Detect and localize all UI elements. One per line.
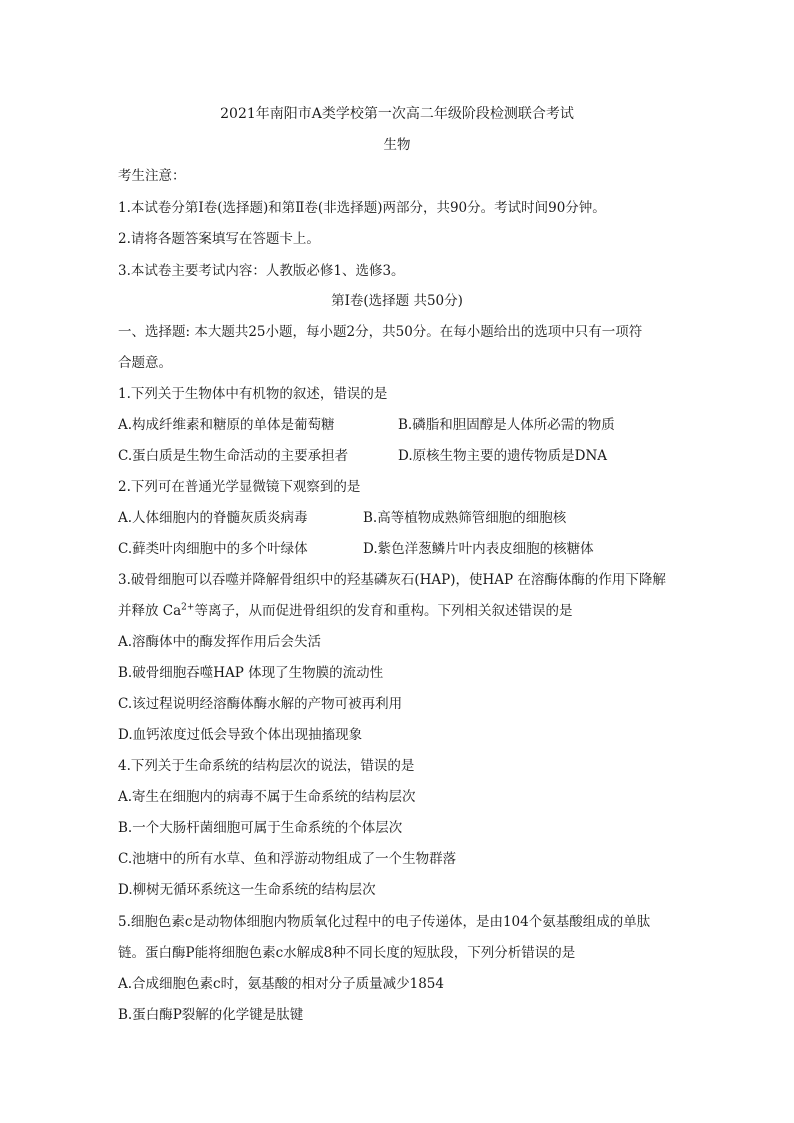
question-4-option-a: A.寄生在细胞内的病毒不属于生命系统的结构层次 [118,789,416,805]
question-4-option-d: D.柳树无循环系统这一生命系统的结构层次 [118,882,376,898]
section-instruction-line2: 合题意。 [118,355,172,371]
question-3-stem-line2: 并释放 $Ca^{2+}$等离子，从而促进骨组织的发育和重构。下列相关叙述错误的是 [118,602,573,619]
question-3-option-c: C.该过程说明经溶酶体酶水解的产物可被再利用 [118,696,403,712]
notice-item-1: 1.本试卷分第Ⅰ卷(选择题)和第Ⅱ卷(非选择题)两部分，共90分。考试时间90分钟。 [118,200,606,216]
question-5-stem-line1: 5.细胞色素c是动物体细胞内物质氧化过程中的电子传递体，是由104个氨基酸组成的单肽 [118,914,651,930]
notice-item-2: 2.请将各题答案填写在答题卡上。 [118,231,320,247]
question-3-option-a: A.溶酶体中的酶发挥作用后会失活 [118,634,322,650]
notice-item-3: 3.本试卷主要考试内容：人教版必修1、选修3。 [118,263,405,279]
question-1-option-c: C.蛋白质是生物生命活动的主要承担者 [118,448,349,464]
subject-title: 生物 [383,137,411,153]
question-1-stem: 1.下列关于生物体中有机物的叙述，错误的是 [118,386,388,402]
question-1-option-b: B.磷脂和胆固醇是人体所必需的物质 [398,417,615,433]
question-5-stem-line2: 链。蛋白酶P能将细胞色素c水解成8种不同长度的短肽段，下列分析错误的是 [118,945,576,961]
question-4-option-b: B.一个大肠杆菌细胞可属于生命系统的个体层次 [118,820,403,836]
question-2-option-b: B.高等植物成熟筛管细胞的细胞核 [363,510,567,526]
exam-title: 2021年南阳市A类学校第一次高二年级阶段检测联合考试 [220,106,574,122]
question-2-option-d: D.紫色洋葱鳞片叶内表皮细胞的核糖体 [363,541,594,557]
question-2-stem: 2.下列可在普通光学显微镜下观察到的是 [118,479,361,495]
section-title: 第Ⅰ卷(选择题 共50分) [331,293,463,309]
notice-heading: 考生注意： [118,168,186,184]
superscript: 2+ [181,602,195,613]
question-2-option-c: C.藓类叶肉细胞中的多个叶绿体 [118,541,308,557]
question-5-option-b: B.蛋白酶P裂解的化学键是肽键 [118,1007,304,1023]
question-3-option-b: B.破骨细胞吞噬HAP 体现了生物膜的流动性 [118,665,384,681]
question-4-stem: 4.下列关于生命系统的结构层次的说法，错误的是 [118,758,415,774]
question-3-option-d: D.血钙浓度过低会导致个体出现抽搐现象 [118,727,363,743]
question-1-option-d: D.原核生物主要的遗传物质是DNA [398,448,608,464]
question-3-stem-line1: 3.破骨细胞可以吞噬并降解骨组织中的羟基磷灰石(HAP)，使HAP 在溶酶体酶的作用下降解 [118,572,666,588]
question-4-option-c: C.池塘中的所有水草、鱼和浮游动物组成了一个生物群落 [118,851,457,867]
question-5-option-a: A.合成细胞色素c时，氨基酸的相对分子质量减少1854 [118,976,444,992]
question-2-option-a: A.人体细胞内的脊髓灰质炎病毒 [118,510,308,526]
question-1-option-a: A.构成纤维素和糖原的单体是葡萄糖 [118,417,335,433]
section-instruction-line1: 一、选择题: 本大题共25小题，每小题2分，共50分。在每小题给出的选项中只有一项符 [118,324,643,340]
